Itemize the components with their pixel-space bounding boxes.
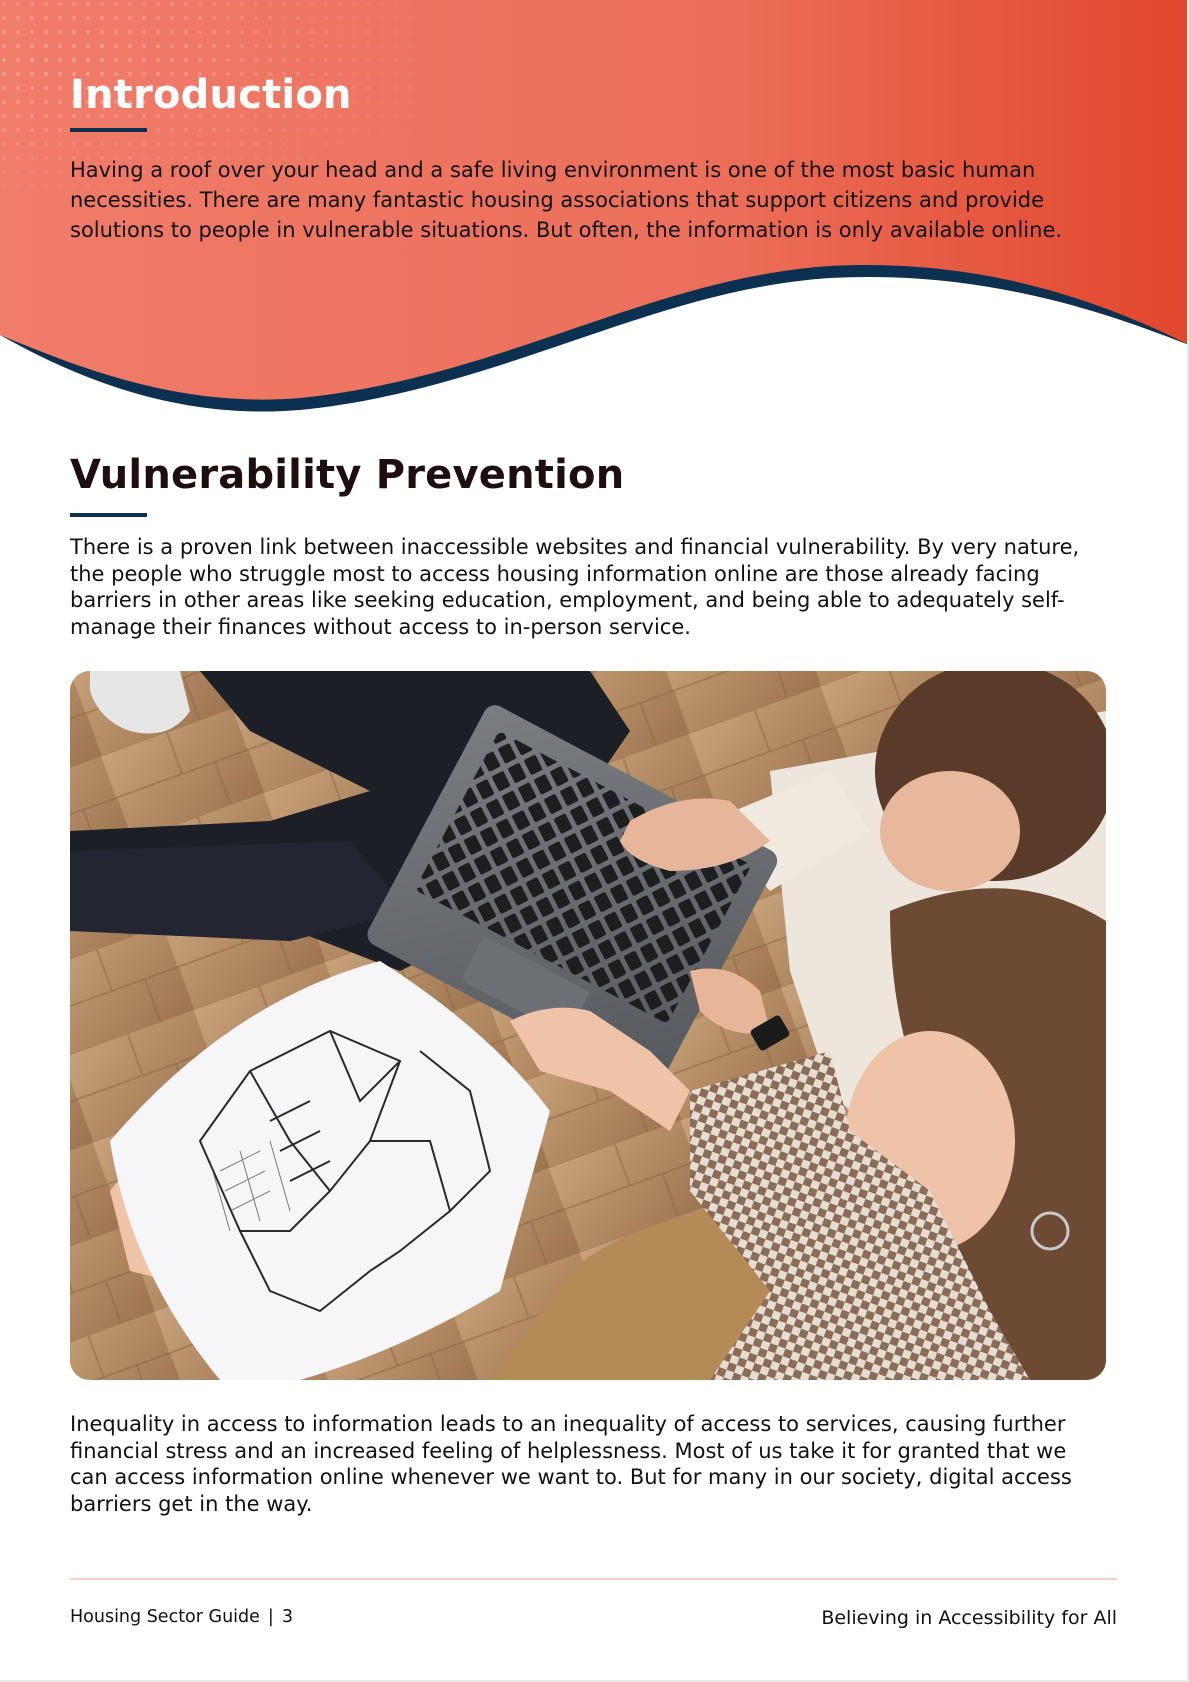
vulnerability-heading-underline [70,513,147,517]
footer-divider [70,1578,1117,1580]
introduction-heading: Introduction [70,72,352,118]
footer-guide-name: Housing Sector Guide [70,1607,260,1627]
introduction-paragraph: Having a roof over your head and a safe living environment is one of the most basic human necessities. There are many fantastic housing associations that support citizens and provide solutions to people in vulnerable situations. But often, the information is only available online. [70,158,1063,242]
vulnerability-paragraph-2: Inequality in access to information leads to an inequality of access to services, causing further financial stress and an increased feeling of helplessness. Most of us take it for granted that we can access information online whenever we want to. But for many in our society, digital access barriers get in the way. [70,1412,1072,1516]
footer-tagline: Believing in Accessibility for All [821,1607,1117,1629]
footer-guide-info [70,1607,293,1627]
vulnerability-paragraph-1: There is a proven link between inaccessible websites and financial vulnerability. By very nature, the people who struggle most to access housing information online are those already facing barriers in other areas like seeking education, employment, and being able to adequately self-manage their finances without access to in-person service. [70,535,1080,639]
introduction-heading-underline [70,128,147,132]
vulnerability-prevention-heading: Vulnerability Prevention [70,452,625,498]
footer-separator: | [267,1607,274,1627]
page-number: 3 [281,1607,293,1627]
couple-with-laptop-photo [70,671,1106,1380]
